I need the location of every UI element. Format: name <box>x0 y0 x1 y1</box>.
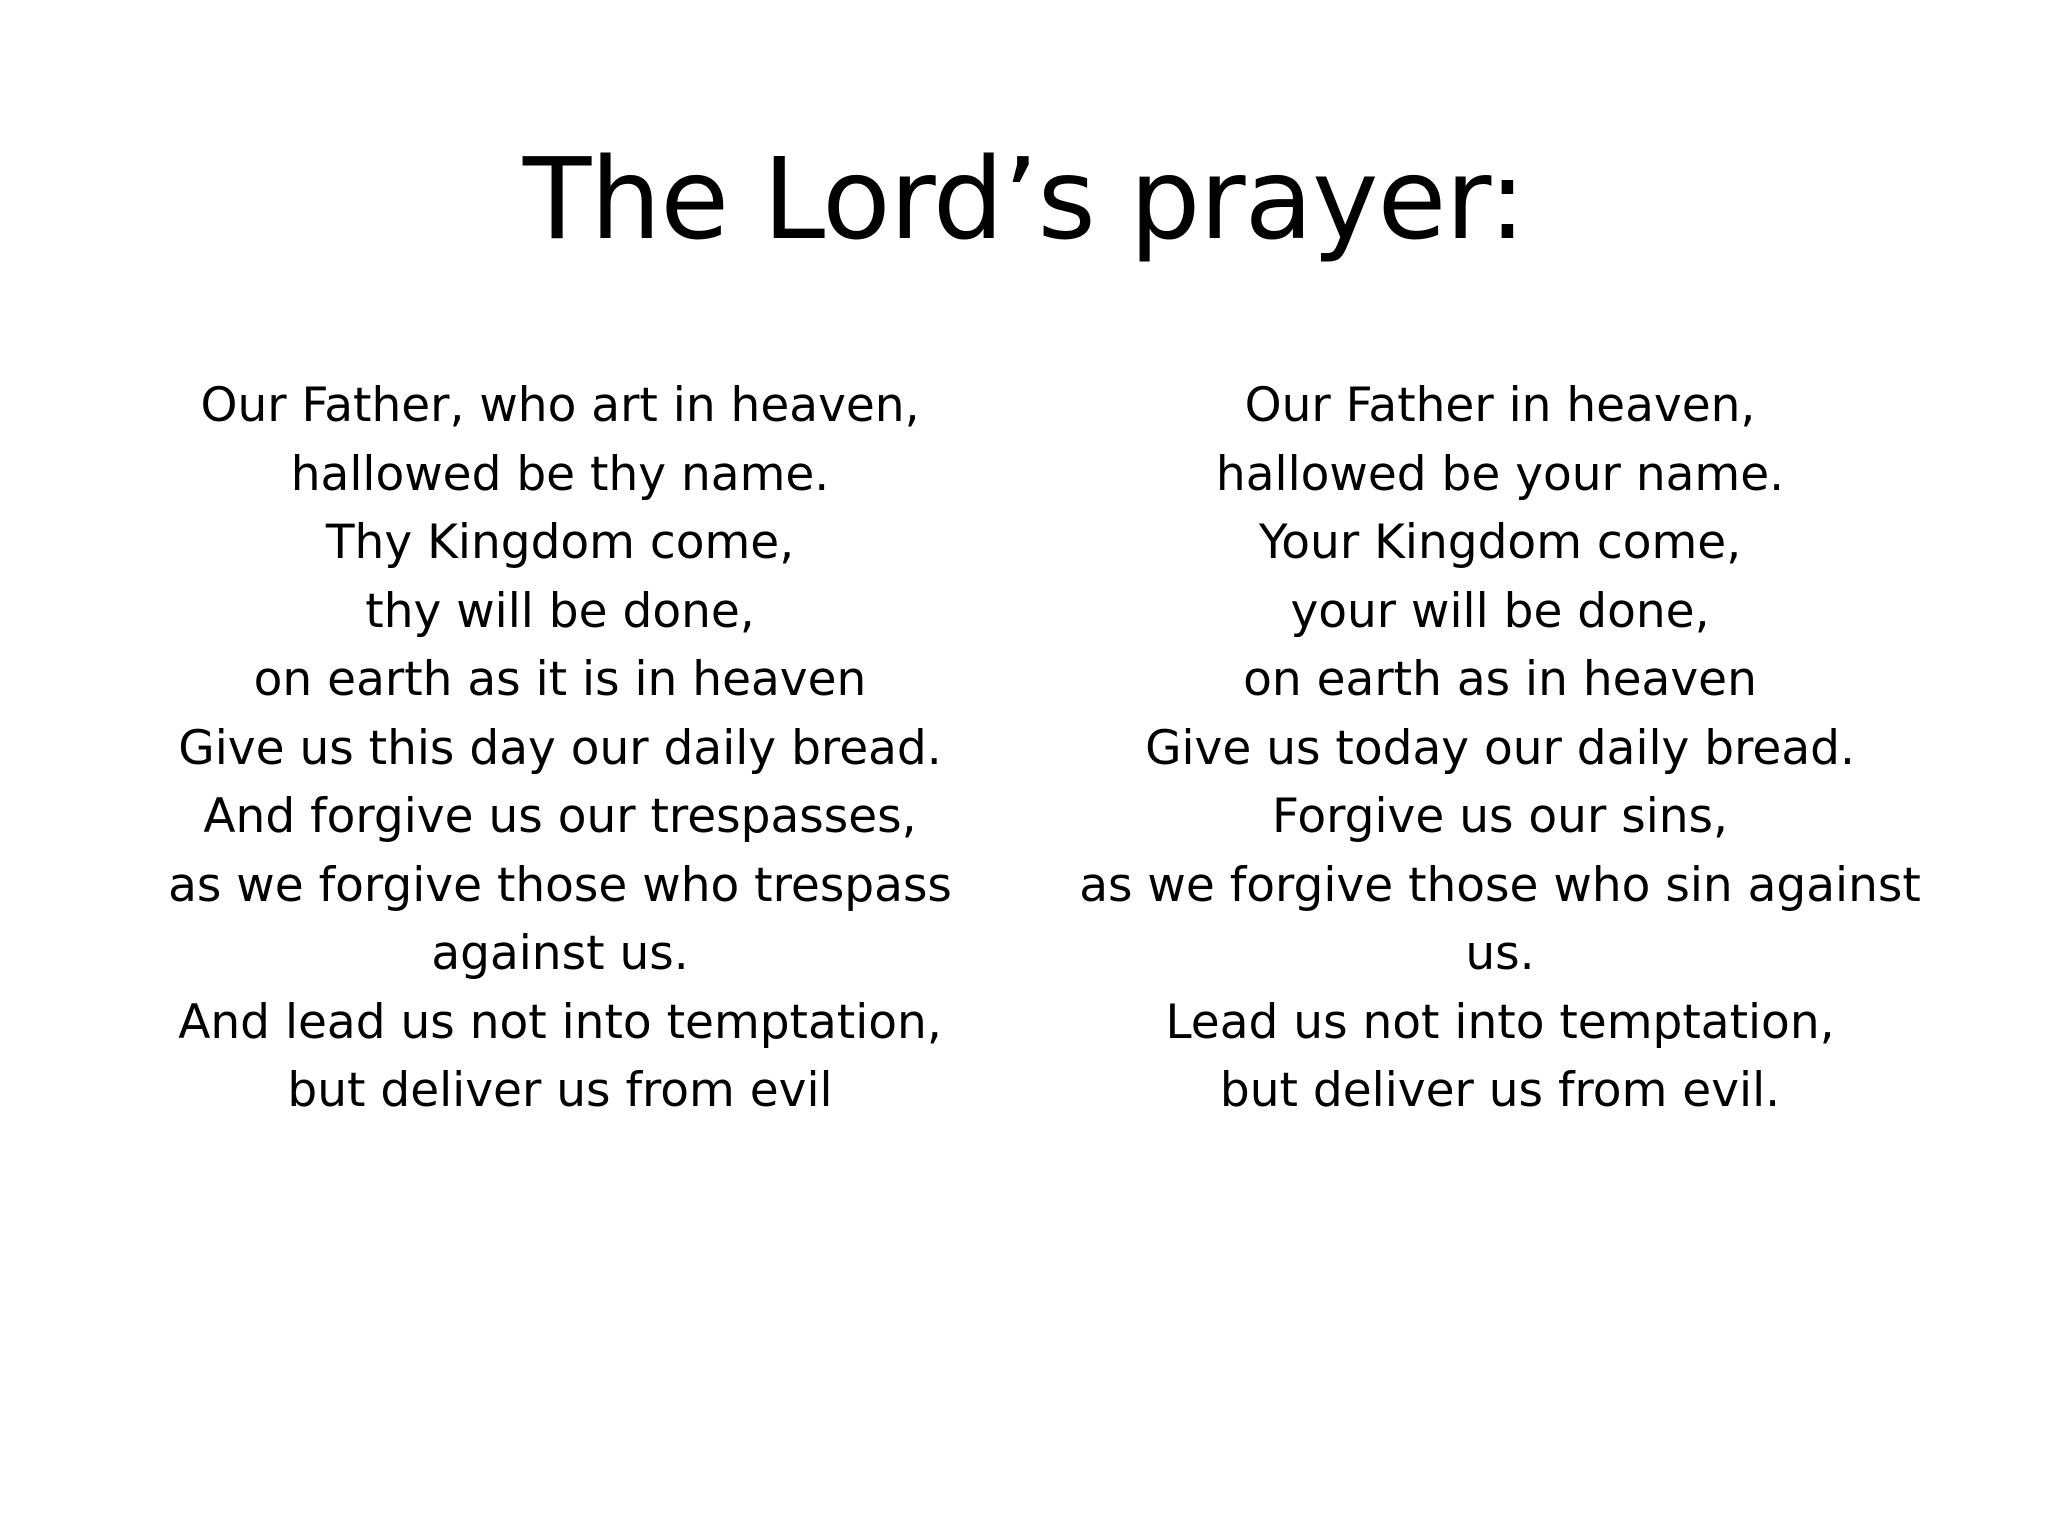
right-line-9: us. <box>1465 926 1535 981</box>
left-line-7: And forgive us our trespasses, <box>203 789 917 844</box>
right-line-7: Forgive us our sins, <box>1272 789 1728 844</box>
left-line-5: on earth as it is in heaven <box>253 652 867 707</box>
modern-version-column <box>1075 372 1925 1126</box>
left-line-2: hallowed be thy name. <box>290 446 830 502</box>
slide-title: The Lord’s prayer: <box>522 135 1526 265</box>
left-line-8: as we forgive those who trespass <box>168 857 952 913</box>
right-line-1: Our Father in heaven, <box>1244 378 1756 433</box>
left-line-1: Our Father, who art in heaven, <box>200 378 920 433</box>
left-line-9: against us. <box>431 926 689 981</box>
right-line-10: Lead us not into temptation, <box>1165 994 1835 1050</box>
left-line-10: And lead us not into temptation, <box>178 994 942 1050</box>
right-line-8: as we forgive those who sin against <box>1079 857 1921 913</box>
left-line-4: thy will be done, <box>365 583 755 639</box>
right-line-2: hallowed be your name. <box>1215 446 1785 502</box>
right-line-6: Give us today our daily bread. <box>1145 720 1855 776</box>
left-line-11: but deliver us from evil <box>287 1063 833 1118</box>
left-line-3: Thy Kingdom come, <box>325 515 795 570</box>
traditional-version-column <box>155 372 965 1126</box>
right-line-3: Your Kingdom come, <box>1258 515 1742 570</box>
right-line-11: but deliver us from evil. <box>1219 1063 1781 1118</box>
left-line-6: Give us this day our daily bread. <box>178 720 942 776</box>
right-line-5: on earth as in heaven <box>1243 652 1757 707</box>
right-line-4: your will be done, <box>1290 583 1710 639</box>
